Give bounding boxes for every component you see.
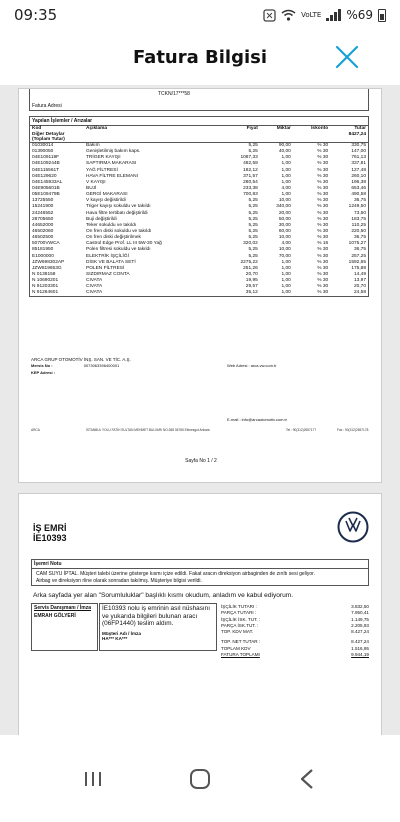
cell-discount: % 30 — [317, 149, 329, 155]
totals-label: İŞÇİLİK TUTARI : — [221, 604, 257, 609]
totals-value: 8.427,24 — [351, 629, 369, 635]
cell-description: CIVATA — [86, 290, 103, 296]
cell-description: Castrol Edge Prof. LL III 5W-30 Yağ — [86, 241, 162, 247]
cell-description: Hava filtre tertibatı değiştirildi — [86, 210, 148, 216]
cell-code: N 91203301 — [32, 284, 59, 290]
cell-quantity: 1,00 — [281, 259, 291, 265]
footer-brand: ARCA — [31, 428, 40, 432]
recent-apps-icon — [82, 770, 104, 788]
cell-discount: % 30 — [317, 173, 329, 179]
totals-label: FATURA TOPLAMI — [221, 652, 260, 658]
system-nav-bar — [0, 735, 400, 822]
cell-code: 04E129620 — [32, 173, 57, 179]
operations-table — [29, 116, 369, 297]
cell-code: 13725550 — [32, 198, 54, 204]
mersis-line — [31, 364, 119, 369]
cell-discount: % 30 — [317, 155, 329, 161]
cell-code: 04E109119F — [32, 155, 60, 161]
cell-code: JZW819653G — [32, 265, 62, 271]
note-title: İşemri Notu — [32, 560, 368, 569]
work-order-label: İŞ EMRİ — [33, 523, 67, 533]
invoice-viewer[interactable] — [0, 85, 400, 735]
subtotal-label: Diğer Detaylar — [32, 131, 65, 137]
notification-icon — [263, 9, 276, 22]
cell-price: 251,26 — [243, 265, 258, 271]
customer-name: HA*** KA*** — [102, 635, 128, 641]
totals-label: PARÇA İSK.TUT. : — [221, 622, 259, 628]
cell-code: 24246552 — [32, 210, 54, 216]
recent-apps-button[interactable] — [73, 759, 113, 799]
delivery-statement-box — [99, 603, 217, 651]
cell-quantity: 4,00 — [281, 241, 291, 247]
cell-discount: % 30 — [317, 143, 329, 149]
cell-discount: % 30 — [317, 186, 329, 192]
cell-description: V kayışı değistirildi — [86, 198, 126, 204]
cell-quantity: 1,00 — [281, 284, 291, 290]
back-button[interactable] — [287, 759, 327, 799]
column-header: Miktar — [276, 126, 291, 131]
app-bar — [0, 30, 400, 85]
delivery-statement: İE10393 nolu iş emrinin asıl nüshasını ve yukarıda bilgileri bulunan aracı (06FP1440) teslim aldım. — [102, 605, 210, 628]
cell-code: 01030014 — [32, 143, 54, 149]
cell-price: 1087,33 — [240, 155, 258, 161]
cell-amount: 36,75 — [353, 235, 366, 241]
cell-quantity: 10,00 — [278, 198, 291, 204]
totals-row — [221, 652, 369, 658]
cell-description: TRİGER KAYIŞI — [86, 155, 121, 161]
cell-code: N 0138158 — [32, 272, 56, 277]
column-header: Tutar — [354, 126, 366, 131]
cell-quantity: 1,00 — [281, 161, 291, 167]
cell-description: V KAYIŞI — [86, 179, 106, 185]
cell-description: ELEKTRİK İŞÇİLİĞİ — [86, 253, 129, 259]
cell-amount: 175,88 — [351, 265, 366, 271]
cell-price: 700,83 — [243, 192, 258, 198]
customer-label: Müşteri Adı / İmza — [102, 630, 141, 636]
cell-price: 5,25 — [248, 210, 258, 216]
tckn-text: TCKN/17***58 — [158, 91, 190, 97]
email-address: E-mail : info@arcaotomotiv.com.tr — [227, 417, 288, 422]
footer-tel: Tel : 90(312)2657177 — [286, 428, 317, 432]
cell-quantity: 10,00 — [278, 235, 291, 241]
cell-quantity: 1,00 — [281, 192, 291, 198]
page-number: Sayfa No 1 / 2 — [185, 458, 217, 464]
cell-amount: 1075,27 — [348, 241, 366, 247]
subtotal-value: 8427,24 — [330, 132, 368, 143]
cell-amount: 330,75 — [351, 143, 366, 149]
cell-quantity: 1,00 — [281, 179, 291, 185]
volkswagen-logo-icon — [337, 511, 369, 543]
cell-price: 29,57 — [245, 284, 258, 290]
cell-description: SIZDIRMAZ CONTA — [86, 272, 130, 277]
cell-discount: % 30 — [317, 222, 329, 228]
cell-code: JZW698302AP — [32, 259, 65, 265]
work-order-title — [33, 524, 67, 544]
home-icon — [189, 768, 211, 790]
cell-discount: % 30 — [317, 161, 329, 167]
footer-address: İSTANBUL YOLU FATİH SULTAN MEHMET BULVARI NO:288 06785 Etimesgut Ankara — [86, 428, 210, 432]
cell-price: 5,25 — [248, 143, 258, 149]
advisor-label: Servis Danışmanı / İmza — [34, 605, 91, 611]
totals-value: 2.205,93 — [351, 622, 369, 628]
cell-amount: 36,75 — [353, 198, 366, 204]
cell-price: 35,12 — [245, 290, 258, 296]
totals-value: 9.944,19 — [351, 652, 369, 658]
cell-price: 5,25 — [248, 198, 258, 204]
cell-code: 50700VWCA — [32, 241, 60, 247]
cell-description: Triger kayışı sokuldu ve takıldı — [86, 204, 151, 210]
footer-fax: Fax : 90(312)2657178 — [337, 428, 369, 432]
cell-price: 280,54 — [243, 179, 258, 185]
cell-amount: 14,49 — [353, 272, 366, 277]
column-header: Kod — [32, 126, 42, 131]
cell-amount: 337,81 — [351, 161, 366, 167]
wifi-icon — [281, 9, 296, 21]
cell-description: DİSK VE BALATA SETİ — [86, 259, 136, 265]
totals-label: İŞÇİLİK İSK. TUT. : — [221, 616, 261, 622]
cell-description: Teker sokuldu ve takıldı — [86, 222, 137, 228]
invoice-header-box — [29, 89, 369, 111]
subtotal-row — [30, 132, 368, 143]
cell-amount: 196,38 — [351, 179, 366, 185]
totals-value: 1.149,75 — [351, 616, 369, 622]
cell-price: 5,25 — [248, 235, 258, 241]
cell-code: 04E109244B — [32, 161, 60, 167]
cell-price: 2275,22 — [240, 259, 258, 265]
battery-percent: %69 — [346, 8, 373, 22]
cell-quantity: 50,00 — [278, 216, 291, 222]
cell-description: On fren diski sokuldu ve takıldı — [86, 229, 152, 235]
cell-amount: 257,25 — [351, 253, 366, 259]
cell-code: 85181950 — [32, 247, 54, 253]
cell-description: Polen filtresi sokuldu ve takıldı — [86, 247, 151, 253]
cell-price: 5,25 — [248, 216, 258, 222]
mersis-value: 0073063396400001 — [83, 363, 120, 368]
cell-code: N 91264601 — [32, 290, 59, 296]
cell-quantity: 90,00 — [278, 143, 291, 149]
close-icon[interactable] — [334, 44, 360, 70]
cell-code: 15241900 — [32, 204, 54, 210]
cell-quantity: 20,00 — [278, 210, 291, 216]
cell-code: 04E905601B — [32, 186, 60, 192]
cell-code: 05E109479B — [32, 192, 60, 198]
cell-description: CIVATA — [86, 278, 103, 284]
cell-amount: 761,13 — [351, 155, 366, 161]
cell-amount: 183,75 — [351, 216, 366, 222]
cell-amount: 73,50 — [353, 210, 366, 216]
cell-quantity: 1,00 — [281, 290, 291, 296]
cell-discount: % 30 — [317, 253, 329, 259]
mersis-label: Mersis No : — [31, 363, 53, 368]
cell-quantity: 4,00 — [281, 186, 291, 192]
cell-amount: 36,75 — [353, 247, 366, 253]
invoice-page-1 — [18, 88, 382, 483]
cell-discount: % 30 — [317, 198, 329, 204]
cell-quantity: 30,00 — [278, 222, 291, 228]
status-bar — [0, 0, 400, 30]
cell-discount: % 30 — [317, 278, 329, 284]
cell-discount: % 30 — [317, 247, 329, 253]
cell-price: 5,25 — [248, 247, 258, 253]
cell-price: 482,59 — [243, 161, 258, 167]
advisor-name: EMRAH GÖLYERİ — [34, 613, 76, 619]
cell-description: Bakım — [86, 143, 100, 149]
cell-price: 5,25 — [248, 253, 258, 259]
billing-address-label: Fatura Adresi — [32, 103, 62, 109]
cell-price: 320,02 — [243, 241, 258, 247]
cell-description: BUJİ — [86, 186, 97, 192]
cell-price: 371,57 — [243, 173, 258, 179]
cell-price: 233,38 — [243, 186, 258, 192]
cell-quantity: 340,00 — [276, 204, 291, 210]
totals-label: TOPLAM KDV — [221, 645, 251, 651]
subtotal-label-2: (Toplam Tutar) — [32, 136, 65, 142]
cell-price: 19,95 — [245, 278, 258, 284]
home-button[interactable] — [180, 759, 220, 799]
cell-amount: 1249,50 — [348, 204, 366, 210]
cell-price: 5,25 — [248, 149, 258, 155]
battery-icon — [378, 9, 386, 22]
cell-discount: % 30 — [317, 167, 329, 173]
totals-label: TOP. NET TUTAR : — [221, 639, 261, 645]
cell-quantity: 60,00 — [278, 229, 291, 235]
cell-amount: 20,70 — [353, 284, 366, 290]
cell-discount: % 30 — [317, 284, 329, 290]
cell-quantity: 10,00 — [278, 247, 291, 253]
cell-description: SAPTIRMA MAKARASI — [86, 161, 137, 167]
totals-value: 3.832,50 — [351, 604, 369, 609]
cell-quantity: 70,00 — [278, 253, 291, 259]
totals-summary — [221, 604, 369, 658]
cell-quantity: 1,00 — [281, 155, 291, 161]
cell-price: 20,70 — [245, 272, 258, 277]
cell-quantity: 1,00 — [281, 265, 291, 271]
table-title: Yapılan İşlemler / Arızalar — [30, 117, 368, 126]
note-line: Airbag ve direksiyon rline olarak sonradan takılmış. Müşteriye bilgisi verildi. — [36, 577, 202, 584]
cell-code: 28705650 — [32, 216, 54, 222]
cell-quantity: 1,00 — [281, 278, 291, 284]
cell-code: 04E115561T — [32, 167, 60, 173]
company-name: ARCA GRUP OTOMOTİV İNŞ. SAN. VE TİC. A.Ş. — [31, 357, 131, 362]
cell-discount: % 30 — [317, 229, 329, 235]
cell-description: HAVA FİLTRE ELEMANI — [86, 173, 138, 179]
totals-value: 7.950,41 — [351, 610, 369, 616]
cell-price: 182,12 — [243, 167, 258, 173]
cell-code: E1000000 — [32, 253, 54, 259]
totals-value: 8.427,24 — [351, 639, 369, 645]
cell-code: 46502060 — [32, 229, 54, 235]
work-order-note-box — [31, 559, 369, 586]
web-address: Web Adresi : arca.vw.com.tr — [227, 363, 277, 368]
cell-amount: 110,25 — [351, 222, 366, 228]
signal-icon — [326, 9, 341, 21]
cell-price: 5,25 — [248, 204, 258, 210]
cell-description: Buji değiştirildi — [86, 216, 117, 222]
cell-code: N 10690201 — [32, 278, 59, 284]
cell-amount: 1592,65 — [348, 259, 366, 265]
cell-description: CIVATA — [86, 284, 103, 290]
cell-code: 44652000 — [32, 222, 54, 228]
kep-label: KEP Adresi : — [31, 370, 56, 375]
cell-description: On fren diski değiştirilmek — [86, 235, 141, 241]
cell-quantity: 1,00 — [281, 272, 291, 277]
table-row — [30, 290, 368, 296]
volte-indicator: VoLTE — [301, 10, 322, 19]
cell-discount: % 30 — [317, 290, 329, 296]
cell-discount: % 30 — [317, 272, 329, 277]
column-header: Fiyat — [246, 126, 258, 131]
acceptance-text: Arka sayfada yer alan "Sorumluluklar" başlıklı kısmı okudum, anladım ve kabul ediyorum. — [33, 592, 294, 599]
totals-label: TOP. KDV MAT. — [221, 629, 254, 635]
cell-amount: 147,00 — [351, 149, 366, 155]
note-line: CAM SUYU İPTAL. Müşteri talebi üzerine gösterge kısmı içize edildi. Fakat aracın direksiyon airbaginden de zırıltı sesi geliyor. — [36, 571, 315, 577]
work-order-number: İE10393 — [33, 532, 67, 543]
cell-code: 01390050 — [32, 149, 54, 155]
invoice-page-2 — [18, 493, 382, 735]
cell-amount: 260,10 — [351, 173, 366, 179]
cell-discount: % 30 — [317, 259, 329, 265]
cell-description: POLEN FİLTRESİ — [86, 265, 125, 271]
cell-code: 46502500 — [32, 235, 54, 241]
cell-quantity: 40,00 — [278, 149, 291, 155]
cell-description: YAĞ FİLTRESİ — [86, 167, 118, 173]
note-text — [32, 569, 368, 586]
cell-amount: 127,48 — [351, 167, 366, 173]
cell-quantity: 1,00 — [281, 167, 291, 173]
totals-label: PARÇA TUTARI : — [221, 610, 257, 616]
status-time: 09:35 — [14, 6, 58, 24]
cell-description: GERGİ MAKARASI — [86, 192, 128, 198]
cell-description: Genişletilmiş bakım kaps. — [86, 149, 141, 155]
advisor-signature-box — [31, 603, 98, 651]
cell-discount: % 30 — [317, 265, 329, 271]
cell-price: 5,25 — [248, 222, 258, 228]
cell-discount: % 30 — [317, 179, 329, 185]
cell-quantity: 1,00 — [281, 173, 291, 179]
cell-amount: 653,46 — [351, 186, 366, 192]
cell-amount: 24,58 — [353, 290, 366, 296]
cell-discount: % 30 — [317, 235, 329, 241]
totals-value: 1.516,95 — [351, 645, 369, 651]
page-title: Fatura Bilgisi — [132, 47, 268, 68]
cell-discount: % 30 — [317, 216, 329, 222]
column-header: İskonto — [311, 126, 329, 131]
cell-discount: % 30 — [317, 204, 329, 210]
cell-amount: 220,50 — [351, 229, 366, 235]
back-icon — [299, 768, 315, 790]
column-header: Açıklama — [86, 126, 108, 131]
cell-price: 5,25 — [248, 229, 258, 235]
cell-discount: % 30 — [317, 192, 329, 198]
cell-amount: 13,97 — [353, 278, 366, 284]
cell-discount: % 30 — [317, 210, 329, 216]
cell-code: 04E145933AL — [32, 179, 63, 185]
status-icons — [263, 8, 386, 22]
cell-discount: % 16 — [317, 241, 329, 247]
cell-amount: 490,58 — [351, 192, 366, 198]
